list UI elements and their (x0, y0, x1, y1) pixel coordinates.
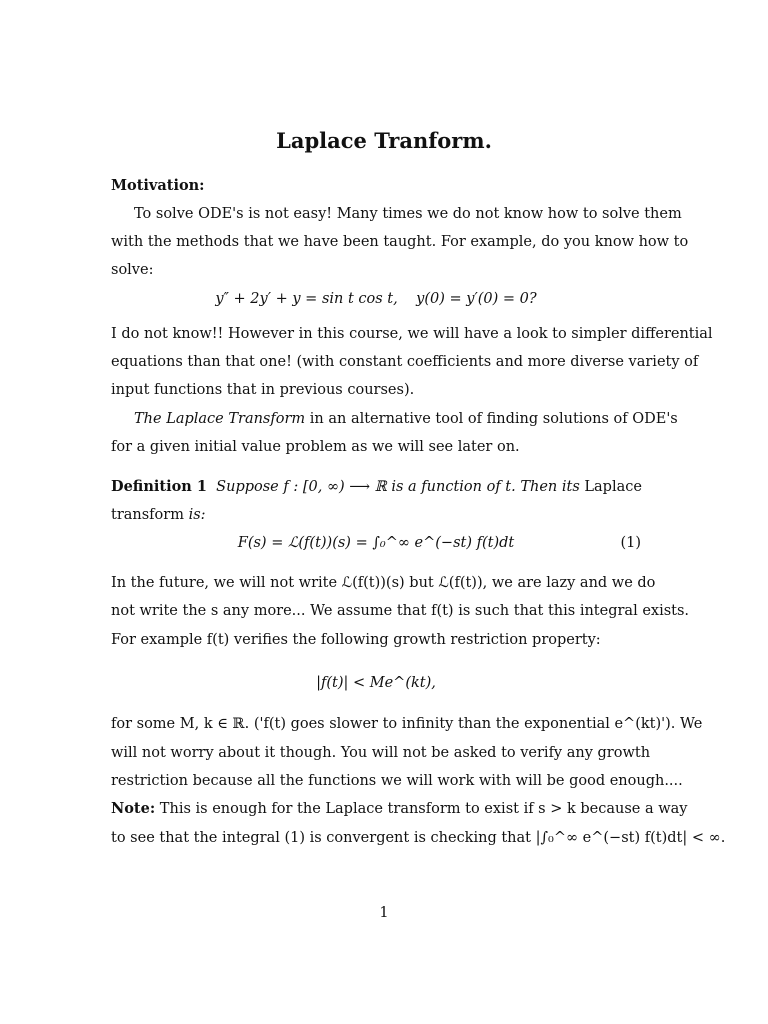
paragraph-2-line-2: equations than that one! (with constant coefficients and more diverse variety of (111, 354, 699, 370)
definition-label: Definition 1 (111, 478, 207, 495)
note-line-1 (111, 799, 688, 819)
paragraph-4-line-1: In the future, we will not write ℒ(f(t))(s) but ℒ(f(t)), we are lazy and we do (111, 575, 656, 591)
paragraph-1-line-2: with the methods that we have been taught. For example, do you know how to (111, 234, 689, 250)
definition-term-continued: transform (111, 507, 184, 523)
paragraph-5-line-2: will not worry about it though. You will not be asked to verify any growth (111, 745, 651, 761)
paragraph-3-line-1 (134, 409, 678, 429)
laplace-definition-equation: F(s) = ℒ(f(t))(s) = ∫₀^∞ e^(−st) f(t)dt (237, 535, 515, 551)
paragraph-4-line-3: For example f(t) verifies the following growth restriction property: (111, 632, 601, 648)
note-line-2: to see that the integral (1) is convergent is checking that |∫₀^∞ e^(−st) f(t)dt| < ∞. (111, 830, 726, 846)
definition-line-1 (111, 477, 641, 497)
laplace-transform-term: The Laplace Transform (134, 411, 306, 427)
definition-statement: Suppose f : [0, ∞) ⟶ ℝ is a function of t. Then its (216, 479, 580, 495)
page-title: Laplace Tranform. (276, 128, 492, 153)
definition-line-2 (111, 505, 641, 525)
definition-equation-row (111, 533, 641, 553)
growth-restriction-equation: |f(t)| < Me^(kt), (316, 675, 436, 691)
paragraph-3-line-1-rest: in an alternative tool of finding solutions of ODE's (305, 411, 678, 427)
page-number: 1 (379, 905, 389, 921)
note-line-1-rest: This is enough for the Laplace transform to exist if s > k because a way (155, 801, 688, 817)
paragraph-4-line-2: not write the s any more... We assume that f(t) is such that this integral exists. (111, 603, 690, 619)
paragraph-5-line-3: restriction because all the functions we will work with will be good enough.... (111, 773, 683, 789)
equation-ode: y″ + 2y′ + y = sin t cos t, y(0) = y′(0) = 0? (215, 291, 537, 307)
paragraph-1-line-1: To solve ODE's is not easy! Many times we do not know how to solve them (134, 206, 682, 222)
paragraph-3-line-2: for a given initial value problem as we will see later on. (111, 439, 520, 455)
paragraph-5-line-1: for some M, k ∈ ℝ. ('f(t) goes slower to infinity than the exponential e^(kt)'). We (111, 716, 703, 732)
paragraph-1-line-3: solve: (111, 262, 154, 278)
motivation-heading: Motivation: (111, 177, 205, 194)
note-label: Note: (111, 800, 156, 817)
definition-term: Laplace (584, 479, 642, 495)
equation-number: (1) (620, 535, 641, 551)
definition-is: is: (188, 507, 206, 523)
paragraph-2-line-3: input functions that in previous courses). (111, 382, 415, 398)
paragraph-2-line-1: I do not know!! However in this course, we will have a look to simpler differential (111, 326, 713, 342)
